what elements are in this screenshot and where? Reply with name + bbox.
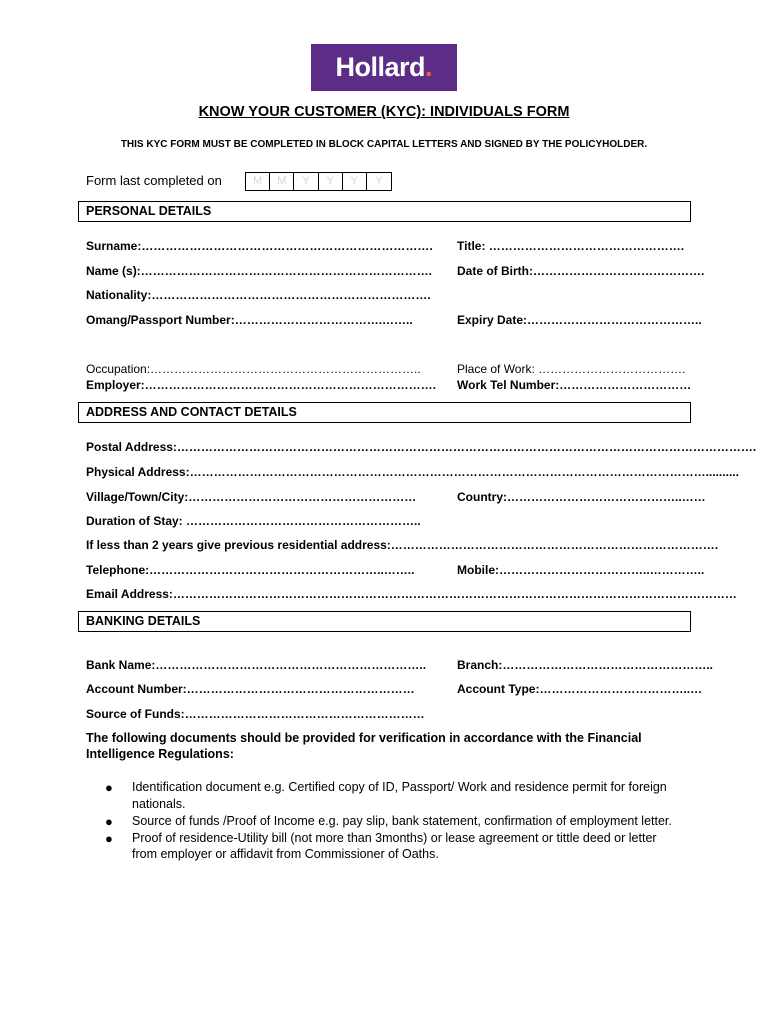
logo-text: Hollard bbox=[335, 52, 425, 82]
list-item bbox=[105, 779, 685, 812]
form-instructions: THIS KYC FORM MUST BE COMPLETED IN BLOCK CAPITAL LETTERS AND SIGNED BY THE POLICYHOLDER. bbox=[120, 139, 648, 150]
work-tel-field[interactable]: Work Tel Number:…………………………… bbox=[457, 378, 692, 392]
account-type-field[interactable]: Account Type:………………………………..… bbox=[457, 682, 703, 696]
date-box-month-2[interactable]: M bbox=[270, 173, 294, 190]
bullet-icon: ● bbox=[105, 813, 113, 829]
form-date-boxes[interactable] bbox=[245, 172, 392, 191]
documents-intro: The following documents should be provided for verification in accordance with the Financial Intelligence Regulations: bbox=[86, 731, 642, 761]
physical-address-field[interactable]: Physical Address:………………………………………………………………………………………………………………….......... bbox=[86, 465, 739, 479]
postal-address-field[interactable]: Postal Address:………………………………………………………………………………………………………………………………. bbox=[86, 440, 757, 454]
expiry-date-field[interactable]: Expiry Date:…………………………………….. bbox=[457, 313, 702, 327]
date-box-year-1[interactable]: Y bbox=[294, 173, 318, 190]
bullet-icon: ● bbox=[105, 830, 113, 846]
previous-address-field[interactable]: If less than 2 years give previous residential address:………………………………………………………………………. bbox=[86, 538, 719, 552]
document-item-text: Source of funds /Proof of Income e.g. pay slip, bank statement, confirmation of employment letter. bbox=[132, 813, 672, 828]
section-header-banking-details: BANKING DETAILS bbox=[78, 611, 691, 632]
nationality-field[interactable]: Nationality:……………………………………………………………. bbox=[86, 288, 431, 302]
mobile-field[interactable]: Mobile:………………………………..………….. bbox=[457, 563, 705, 577]
form-title: KNOW YOUR CUSTOMER (KYC): INDIVIDUALS FORM bbox=[198, 104, 570, 120]
title-field[interactable]: Title: …………………………………………. bbox=[457, 239, 685, 253]
omang-passport-field[interactable]: Omang/Passport Number:……………………………….…….. bbox=[86, 313, 413, 327]
list-item bbox=[105, 830, 685, 863]
section-header-address-contact: ADDRESS AND CONTACT DETAILS bbox=[78, 402, 691, 423]
branch-field[interactable]: Branch:…………………………………………….. bbox=[457, 658, 714, 672]
documents-list bbox=[105, 779, 685, 863]
account-number-field[interactable]: Account Number:………………………………………………… bbox=[86, 682, 415, 696]
date-box-year-3[interactable]: Y bbox=[343, 173, 367, 190]
country-field[interactable]: Country:……………………………………..…… bbox=[457, 490, 706, 504]
telephone-field[interactable]: Telephone:…………………………………………………..…….. bbox=[86, 563, 415, 577]
surname-field[interactable]: Surname:………………………………………………………………. bbox=[86, 239, 433, 253]
occupation-field[interactable]: Occupation:………………………………………………………….. bbox=[86, 362, 421, 376]
employer-field[interactable]: Employer:………………………………………………………………. bbox=[86, 378, 437, 392]
date-box-month-1[interactable]: M bbox=[246, 173, 270, 190]
logo-dot: . bbox=[425, 52, 433, 82]
place-of-work-field[interactable]: Place of Work: ………………………………. bbox=[457, 362, 686, 376]
duration-of-stay-field[interactable]: Duration of Stay: ………………………………………………….. bbox=[86, 514, 421, 528]
list-item bbox=[105, 813, 685, 830]
name-field[interactable]: Name (s):………………………………………………………………. bbox=[86, 264, 433, 278]
section-header-personal-details: PERSONAL DETAILS bbox=[78, 201, 691, 222]
village-town-city-field[interactable]: Village/Town/City:………………………………………………… bbox=[86, 490, 417, 504]
hollard-logo bbox=[311, 44, 457, 91]
email-address-field[interactable]: Email Address:…………………………………………………………………………………………………………………………… bbox=[86, 587, 737, 601]
bullet-icon: ● bbox=[105, 780, 113, 795]
document-item-text: Proof of residence-Utility bill (not more than 3months) or lease agreement or tittle deed or letter from employer or affidavit from Commissioner of Oaths. bbox=[132, 830, 657, 861]
date-of-birth-field[interactable]: Date of Birth:……………………………………. bbox=[457, 264, 705, 278]
bank-name-field[interactable]: Bank Name:………………………………………………………….. bbox=[86, 658, 427, 672]
form-last-completed-label: Form last completed on bbox=[86, 173, 222, 188]
source-of-funds-field[interactable]: Source of Funds:…………………………………………………… bbox=[86, 707, 425, 721]
date-box-year-4[interactable]: Y bbox=[375, 175, 383, 187]
date-box-year-2[interactable]: Y bbox=[319, 173, 343, 190]
document-item-text: Identification document e.g. Certified copy of ID, Passport/ Work and residence permit for foreign nationals. bbox=[132, 780, 667, 811]
